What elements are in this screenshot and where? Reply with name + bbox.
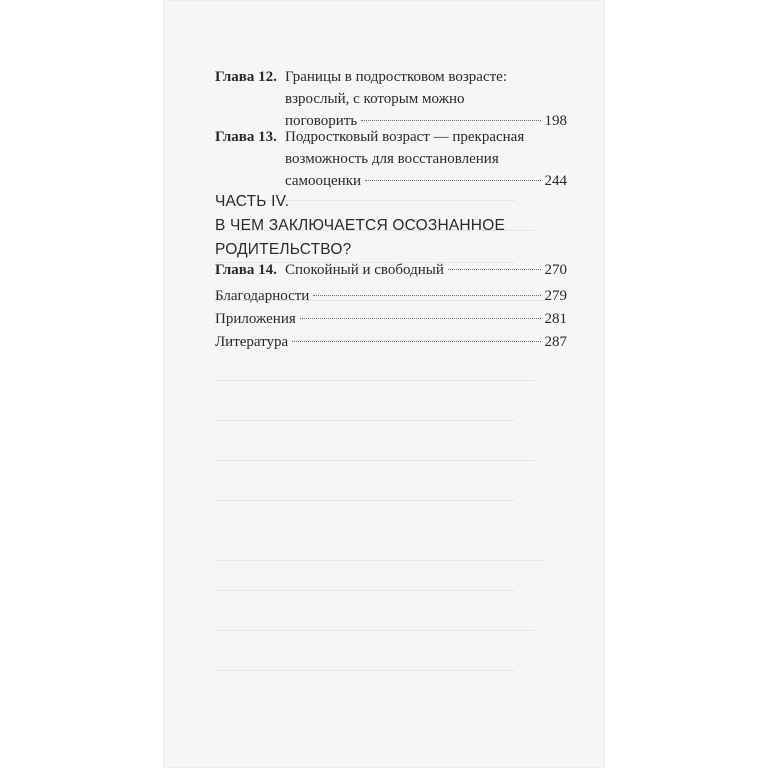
page-number: 279 <box>544 288 567 304</box>
book-page <box>163 0 605 768</box>
chapter-title: Границы в подростковом возрасте: <box>285 69 508 85</box>
chapter-title: Спокойный и свободный <box>285 262 444 278</box>
chapter-title-cont: поговорить <box>285 113 358 129</box>
part-number: ЧАСТЬ IV. <box>215 193 290 210</box>
chapter-title: Подростковый возраст — прекрасная <box>285 129 525 145</box>
toc-entry-chapter-12 <box>215 66 567 132</box>
chapter-label: Глава 13. <box>215 129 277 145</box>
chapter-label: Глава 14. <box>215 262 277 278</box>
dot-leader <box>365 180 540 181</box>
toc-entry-chapter-13 <box>215 126 567 192</box>
toc-entry-acknowledgements <box>215 285 567 307</box>
page-number: 270 <box>544 262 567 278</box>
dot-leader <box>313 295 540 296</box>
chapter-title-cont: самооценки <box>285 173 362 189</box>
part-title: В ЧЕМ ЗАКЛЮЧАЕТСЯ ОСОЗНАННОЕ <box>215 217 505 234</box>
entry-title: Благодарности <box>215 288 310 304</box>
dot-leader <box>292 341 540 342</box>
chapter-title-cont: взрослый, с которым можно <box>285 91 465 107</box>
dot-leader <box>300 318 541 319</box>
dot-leader <box>448 269 541 270</box>
toc-entry-chapter-14 <box>215 259 567 281</box>
page-number: 287 <box>544 334 567 350</box>
page-number: 281 <box>544 311 567 327</box>
page-number: 244 <box>544 173 567 189</box>
chapter-title-cont: возможность для восстановления <box>285 151 499 167</box>
toc-entry-literature <box>215 331 567 353</box>
part-title-cont: РОДИТЕЛЬСТВО? <box>215 241 352 258</box>
entry-title: Приложения <box>215 311 296 327</box>
entry-title: Литература <box>215 334 289 350</box>
chapter-label: Глава 12. <box>215 69 277 85</box>
page-number: 198 <box>544 113 567 129</box>
toc-entry-appendices <box>215 308 567 330</box>
dot-leader <box>361 120 540 121</box>
part-heading <box>215 190 567 262</box>
